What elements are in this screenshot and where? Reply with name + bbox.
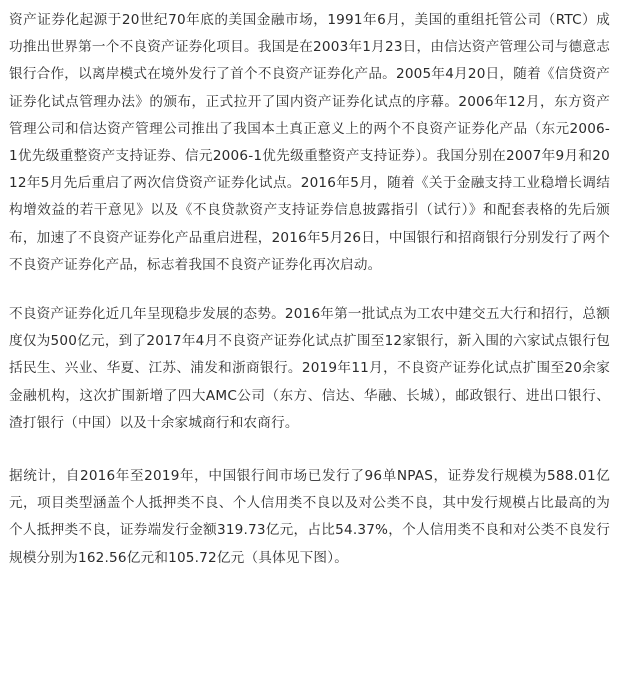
paragraph-statistics: 据统计，自2016年至2019年，中国银行间市场已发行了96单NPAS，证券发行规模为588.01亿元，项目类型涵盖个人抵押类不良、个人信用类不良以及对公类不良，其中发行规模占比最高的为个人抵押类不良，证券端发行金额319.73亿元，占比54.37%，个人信用类不良和对公类不良发行规模分别为162.56亿元和105.72亿元（具体见下图）。	[9, 468, 610, 566]
paragraph-history: 资产证券化起源于20世纪70年底的美国金融市场，1991年6月，美国的重组托管公司（RTC）成功推出世界第一个不良资产证券化项目。我国是在2003年1月23日，由信达资产管理公司与德意志银行合作，以离岸模式在境外发行了首个不良资产证券化产品。2005年4月20日，随着《信贷资产证券化试点管理办法》的颁布，正式拉开了国内资产证券化试点的序幕。2006年12月，东方资产管理公司和信达资产管理公司推出了我国本土真正意义上的两个不良资产证券化产品（东元2006-1优先级重整资产支持证券、信元2006-1优先级重整资产支持证券）。我国分别在2007年9月和2012年5月先后重启了两次信贷资产证券化试点。2016年5月，随着《关于金融支持工业稳增长调结构增效益的若干意见》以及《不良贷款资产支持证券信息披露指引（试行）》和配套表格的先后颁布，加速了不良资产证券化产品重启进程，2016年5月26日，中国银行和招商银行分别发行了两个不良资产证券化产品，标志着我国不良资产证券化再次启动。	[9, 12, 610, 273]
paragraph-development: 不良资产证券化近几年呈现稳步发展的态势。2016年第一批试点为工农中建交五大行和招行，总额度仅为500亿元，到了2017年4月不良资产证券化试点扩围至12家银行，新入围的六家试点银行包括民生、兴业、华夏、江苏、浦发和浙商银行。2019年11月，不良资产证券化试点扩围至20余家金融机构，这次扩围新增了四大AMC公司（东方、信达、华融、长城），邮政银行、进出口银行、渣打银行（中国）以及十余家城商行和农商行。	[9, 306, 610, 431]
